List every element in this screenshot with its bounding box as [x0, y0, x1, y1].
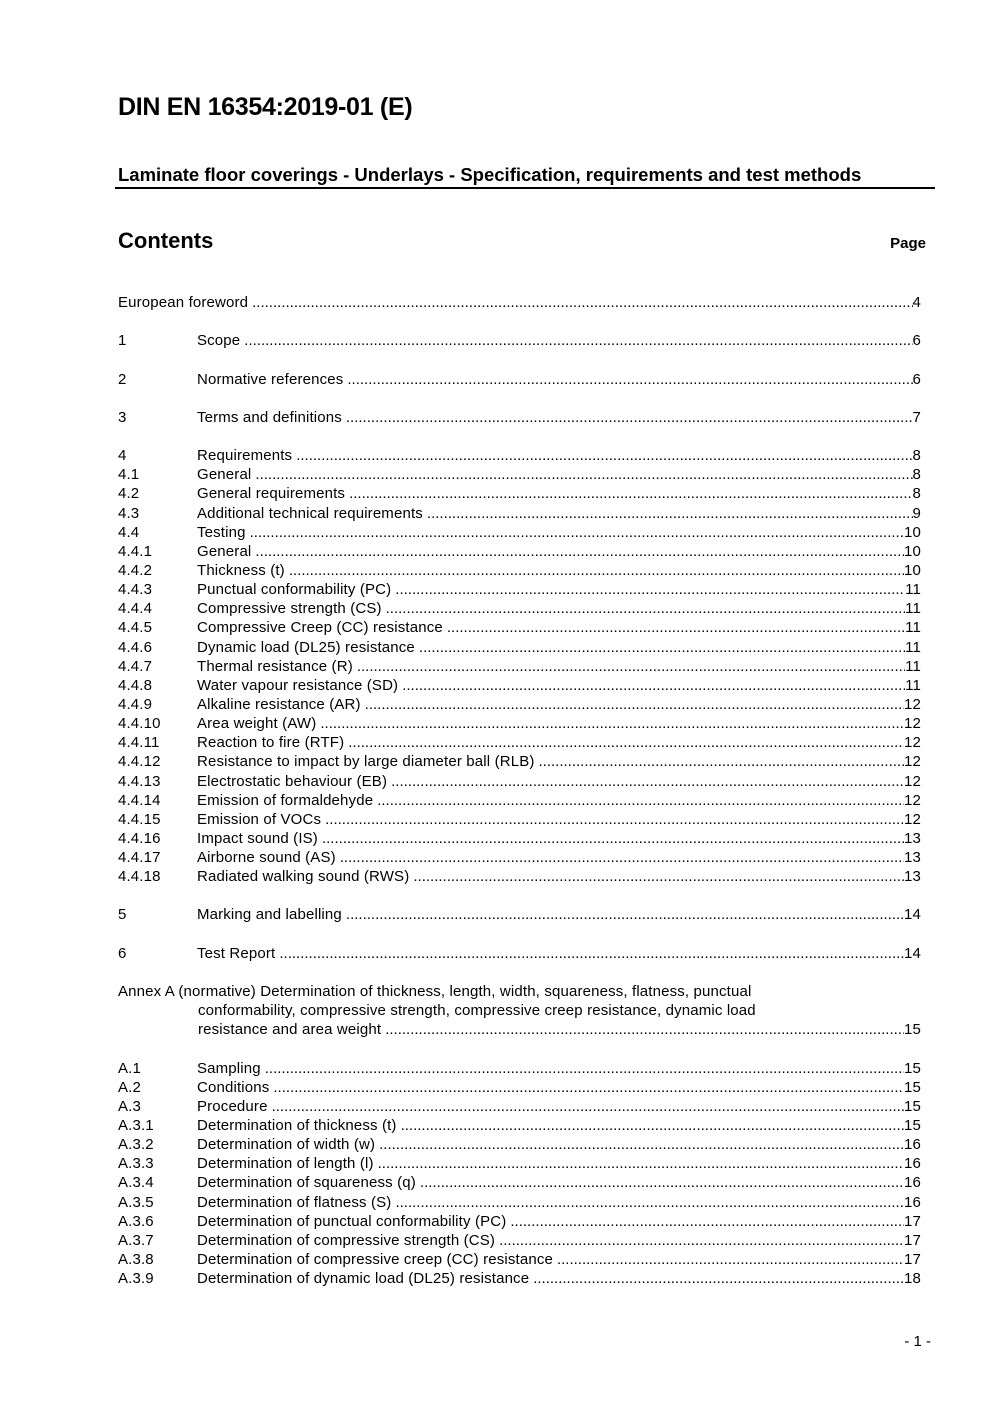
toc-entry-title: European foreword — [118, 293, 249, 311]
toc-entry[interactable] — [118, 1173, 921, 1192]
toc-entry[interactable] — [118, 1097, 921, 1116]
toc-entry-page: 15 — [904, 1117, 921, 1135]
toc-entry-number: A.3.4 — [118, 1174, 154, 1192]
toc-entry-title: Determination of dynamic load (DL25) resistance — [197, 1270, 530, 1288]
toc-entry-title: General — [197, 466, 252, 484]
toc-leader-dots — [348, 733, 904, 752]
toc-entry-number: 4.4.16 — [118, 829, 161, 847]
toc-leader-dots — [325, 810, 904, 829]
toc-entry-page: 10 — [904, 561, 921, 579]
toc-entry-title: General — [197, 542, 252, 560]
toc-entry-title: Testing — [197, 523, 246, 541]
toc-entry-title: Determination of length (l) — [197, 1155, 374, 1173]
toc-entry-page: 14 — [904, 944, 921, 962]
toc-entry[interactable] — [118, 676, 921, 695]
toc-entry-number: A.3.8 — [118, 1251, 154, 1269]
toc-entry-page: 13 — [904, 849, 921, 867]
table-of-contents — [118, 293, 921, 1288]
toc-entry[interactable] — [118, 370, 921, 389]
toc-entry[interactable] — [118, 618, 921, 637]
toc-entry-title: Determination of compressive strength (CS) — [197, 1231, 496, 1249]
toc-entry-title: Emission of formaldehyde — [197, 791, 374, 809]
toc-entry-page: 15 — [904, 1097, 921, 1115]
toc-entry-title: Area weight (AW) — [197, 715, 317, 733]
toc-entry-number: A.3.1 — [118, 1117, 154, 1135]
toc-entry-number: 4.4.15 — [118, 810, 161, 828]
toc-leader-dots — [413, 867, 904, 886]
toc-entry[interactable] — [118, 638, 921, 657]
toc-entry-number: A.3.9 — [118, 1270, 154, 1288]
toc-entry-page: 17 — [904, 1212, 921, 1230]
toc-leader-dots — [510, 1212, 904, 1231]
toc-entry-number: A.3.6 — [118, 1212, 154, 1230]
toc-entry[interactable] — [118, 733, 921, 752]
toc-leader-dots — [296, 446, 912, 465]
toc-leader-dots — [346, 905, 904, 924]
toc-entry-number: 4.3 — [118, 504, 140, 522]
toc-entry[interactable] — [118, 867, 921, 886]
toc-leader-dots — [346, 408, 913, 427]
toc-leader-dots — [265, 1059, 904, 1078]
toc-entry-page: 7 — [912, 408, 921, 426]
document-title: Laminate floor coverings - Underlays - Specification, requirements and test methods — [118, 164, 862, 185]
toc-entry[interactable] — [118, 695, 921, 714]
toc-entry[interactable] — [118, 772, 921, 791]
page-column-heading: Page — [890, 235, 926, 252]
page-number-footer: - 1 - — [904, 1333, 931, 1350]
toc-entry-title: Impact sound (IS) — [197, 829, 318, 847]
toc-leader-dots — [255, 542, 904, 561]
toc-entry-page: 12 — [904, 772, 921, 790]
toc-entry-page: 12 — [904, 695, 921, 713]
toc-section-main — [118, 293, 921, 963]
toc-entry-page: 13 — [904, 868, 921, 886]
toc-entry[interactable] — [118, 944, 921, 963]
toc-entry-page: 14 — [904, 906, 921, 924]
toc-entry-page: 17 — [904, 1231, 921, 1249]
toc-entry-number: 4.4.3 — [118, 581, 153, 599]
toc-entry-title: Marking and labelling — [197, 906, 342, 924]
toc-annex-line-2: conformability, compressive strength, compressive creep resistance, dynamic load — [198, 1002, 756, 1020]
toc-entry[interactable] — [118, 599, 921, 618]
toc-entry-page: 10 — [904, 523, 921, 541]
toc-entry-title: Compressive Creep (CC) resistance — [197, 619, 443, 637]
toc-entry[interactable] — [118, 580, 921, 599]
toc-entry[interactable] — [118, 523, 921, 542]
toc-entry-title: Additional technical requirements — [197, 504, 423, 522]
toc-entry-title: Punctual conformability (PC) — [197, 581, 392, 599]
toc-entry-number: 4.4.5 — [118, 619, 153, 637]
toc-entry-title: General requirements — [197, 485, 346, 503]
toc-entry-annex-a[interactable] — [118, 982, 921, 1039]
toc-entry[interactable] — [118, 1116, 921, 1135]
toc-leader-dots — [419, 638, 905, 657]
toc-entry[interactable] — [118, 752, 921, 771]
toc-entry-title: Procedure — [197, 1097, 268, 1115]
toc-leader-dots — [322, 829, 904, 848]
toc-entry-title: Dynamic load (DL25) resistance — [197, 638, 415, 656]
toc-entry-title: Emission of VOCs — [197, 810, 322, 828]
toc-entry-number: 4.4.7 — [118, 657, 153, 675]
toc-entry-page: 15 — [904, 1059, 921, 1077]
toc-entry-number: 4 — [118, 447, 127, 465]
title-divider — [115, 187, 935, 189]
toc-annex-line-1: Annex A (normative) Determination of thickness, length, width, squareness, flatness, punctual — [118, 983, 752, 1001]
toc-leader-dots — [378, 1154, 904, 1173]
toc-entry-title: Normative references — [197, 370, 344, 388]
toc-leader-dots — [420, 1173, 904, 1192]
toc-entry-page: 11 — [905, 676, 921, 694]
toc-entry-number: A.3.5 — [118, 1193, 154, 1211]
toc-entry-page: 16 — [904, 1193, 921, 1211]
toc-entry[interactable] — [118, 829, 921, 848]
toc-entry-page: 12 — [904, 734, 921, 752]
toc-entry-title: Determination of squareness (q) — [197, 1174, 416, 1192]
toc-entry[interactable] — [118, 848, 921, 867]
toc-entry-page: 18 — [904, 1270, 921, 1288]
toc-entry-page: 11 — [905, 638, 921, 656]
toc-entry-page: 8 — [912, 447, 921, 465]
toc-entry[interactable] — [118, 293, 921, 312]
toc-entry[interactable] — [118, 542, 921, 561]
toc-entry[interactable] — [118, 1059, 921, 1078]
toc-entry-title: Thickness (t) — [197, 561, 285, 579]
toc-entry[interactable] — [118, 1154, 921, 1173]
toc-leader-dots — [349, 484, 912, 503]
toc-entry-number: 4.4.1 — [118, 542, 153, 560]
toc-entry-title: resistance and area weight — [198, 1021, 382, 1039]
toc-leader-dots — [427, 504, 913, 523]
toc-leader-dots — [340, 848, 904, 867]
toc-entry-title: Determination of flatness (S) — [197, 1193, 392, 1211]
toc-entry-page: 6 — [912, 370, 921, 388]
toc-entry[interactable] — [118, 1231, 921, 1250]
toc-entry-page: 6 — [912, 332, 921, 350]
toc-leader-dots — [539, 752, 905, 771]
toc-entry-page: 16 — [904, 1136, 921, 1154]
toc-leader-dots — [365, 695, 904, 714]
toc-leader-dots — [557, 1250, 904, 1269]
toc-entry-page: 13 — [904, 829, 921, 847]
toc-leader-dots — [357, 657, 905, 676]
toc-entry-number: A.3.2 — [118, 1136, 154, 1154]
toc-entry-page: 11 — [905, 581, 921, 599]
toc-leader-dots — [347, 370, 912, 389]
toc-entry-page: 8 — [912, 485, 921, 503]
toc-entry-title: Compressive strength (CS) — [197, 600, 382, 618]
toc-entry-number: 5 — [118, 906, 127, 924]
toc-entry-page: 9 — [912, 504, 921, 522]
toc-entry-page: 15 — [904, 1078, 921, 1096]
toc-entry-number: 4.4.6 — [118, 638, 153, 656]
toc-entry-page: 12 — [904, 810, 921, 828]
toc-entry[interactable] — [118, 810, 921, 829]
toc-entry-number: 6 — [118, 944, 127, 962]
toc-leader-dots — [385, 1020, 904, 1039]
document-id: DIN EN 16354:2019-01 (E) — [118, 93, 413, 121]
toc-entry-title: Conditions — [197, 1078, 270, 1096]
toc-entry[interactable] — [118, 465, 921, 484]
toc-entry[interactable] — [118, 446, 921, 465]
toc-entry-number: A.1 — [118, 1059, 141, 1077]
toc-entry[interactable] — [118, 791, 921, 810]
toc-entry-number: 4.4.4 — [118, 600, 153, 618]
toc-entry[interactable] — [118, 657, 921, 676]
toc-leader-dots — [244, 331, 912, 350]
toc-entry[interactable] — [118, 408, 921, 427]
toc-entry-number: 4.4.8 — [118, 676, 153, 694]
toc-entry-title: Determination of compressive creep (CC) resistance — [197, 1251, 553, 1269]
toc-entry-title: Terms and definitions — [197, 408, 342, 426]
toc-entry-title: Determination of thickness (t) — [197, 1117, 397, 1135]
toc-entry-title: Test Report — [197, 944, 276, 962]
toc-leader-dots — [402, 676, 905, 695]
toc-entry[interactable] — [118, 1135, 921, 1154]
toc-leader-dots — [377, 791, 904, 810]
toc-entry-title: Sampling — [197, 1059, 261, 1077]
toc-leader-dots — [289, 561, 904, 580]
toc-entry[interactable] — [118, 504, 921, 523]
toc-entry-number: A.2 — [118, 1078, 141, 1096]
toc-entry-page: 4 — [912, 293, 921, 311]
toc-leader-dots — [279, 944, 904, 963]
contents-heading: Contents — [118, 228, 214, 253]
toc-entry-number: 4.4.13 — [118, 772, 161, 790]
toc-entry[interactable] — [118, 906, 921, 925]
toc-leader-dots — [252, 293, 912, 312]
toc-entry-page: 16 — [904, 1174, 921, 1192]
toc-leader-dots — [401, 1116, 904, 1135]
toc-entry-page: 16 — [904, 1155, 921, 1173]
toc-entry-title: Thermal resistance (R) — [197, 657, 353, 675]
toc-leader-dots — [391, 772, 904, 791]
toc-entry-page: 11 — [905, 657, 921, 675]
toc-entry-title: Resistance to impact by large diameter ball (RLB) — [197, 753, 535, 771]
toc-entry-number: 2 — [118, 370, 127, 388]
toc-entry-page: 12 — [904, 753, 921, 771]
toc-section-annex — [118, 1059, 921, 1289]
toc-entry-number: 4.4.17 — [118, 849, 161, 867]
toc-entry-number: 4.4.14 — [118, 791, 161, 809]
toc-entry-number: A.3.3 — [118, 1155, 154, 1173]
toc-entry-number: 4.4.9 — [118, 695, 153, 713]
toc-leader-dots — [447, 618, 905, 637]
toc-leader-dots — [395, 1193, 904, 1212]
toc-entry-title: Determination of width (w) — [197, 1136, 376, 1154]
toc-entry[interactable] — [118, 1078, 921, 1097]
toc-entry[interactable] — [118, 1269, 921, 1288]
toc-entry-number: A.3.7 — [118, 1231, 154, 1249]
toc-leader-dots — [499, 1231, 904, 1250]
toc-entry[interactable] — [118, 1250, 921, 1269]
toc-entry-number: A.3 — [118, 1097, 141, 1115]
toc-entry-number: 4.4.2 — [118, 561, 153, 579]
toc-entry[interactable] — [118, 1212, 921, 1231]
toc-entry-number: 4.4.10 — [118, 715, 161, 733]
toc-entry-page: 15 — [904, 1021, 921, 1039]
toc-entry-page: 12 — [904, 791, 921, 809]
toc-entry-title: Requirements — [197, 447, 293, 465]
toc-entry-number: 4.4 — [118, 523, 140, 541]
toc-entry-page: 11 — [905, 619, 921, 637]
toc-entry-number: 4.4.12 — [118, 753, 161, 771]
toc-leader-dots — [255, 465, 912, 484]
toc-entry-title: Airborne sound (AS) — [197, 849, 336, 867]
toc-entry-page: 8 — [912, 466, 921, 484]
toc-entry-title: Reaction to fire (RTF) — [197, 734, 345, 752]
toc-entry-number: 4.2 — [118, 485, 140, 503]
toc-entry-number: 1 — [118, 332, 127, 350]
toc-leader-dots — [250, 523, 904, 542]
toc-entry-page: 10 — [904, 542, 921, 560]
toc-leader-dots — [320, 714, 904, 733]
toc-annex-line-3 — [118, 1020, 921, 1039]
toc-leader-dots — [272, 1097, 904, 1116]
toc-entry[interactable] — [118, 561, 921, 580]
toc-leader-dots — [386, 599, 905, 618]
toc-entry-number: 4.4.11 — [118, 734, 160, 752]
toc-leader-dots — [379, 1135, 904, 1154]
toc-leader-dots — [395, 580, 905, 599]
toc-entry-page: 12 — [904, 715, 921, 733]
toc-leader-dots — [533, 1269, 904, 1288]
toc-entry-title: Radiated walking sound (RWS) — [197, 868, 410, 886]
toc-entry-title: Determination of punctual conformability (PC) — [197, 1212, 507, 1230]
toc-entry-page: 17 — [904, 1251, 921, 1269]
toc-entry[interactable] — [118, 484, 921, 503]
toc-entry[interactable] — [118, 1193, 921, 1212]
toc-entry-number: 4.1 — [118, 466, 140, 484]
toc-entry-title: Alkaline resistance (AR) — [197, 695, 361, 713]
toc-entry-title: Water vapour resistance (SD) — [197, 676, 399, 694]
toc-entry-number: 4.4.18 — [118, 868, 161, 886]
toc-entry[interactable] — [118, 331, 921, 350]
toc-entry[interactable] — [118, 714, 921, 733]
toc-entry-number: 3 — [118, 408, 127, 426]
toc-entry-title: Electrostatic behaviour (EB) — [197, 772, 388, 790]
toc-entry-title: Scope — [197, 332, 241, 350]
toc-entry-page: 11 — [905, 600, 921, 618]
toc-leader-dots — [273, 1078, 904, 1097]
